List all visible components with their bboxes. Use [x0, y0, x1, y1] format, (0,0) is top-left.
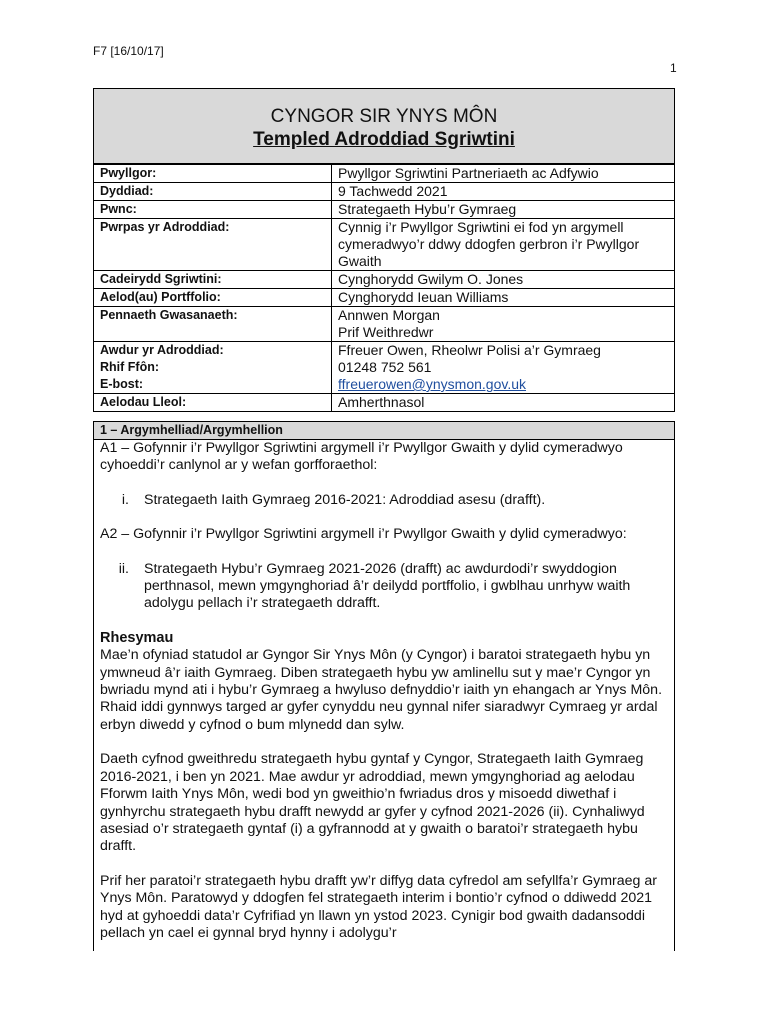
table-row — [94, 394, 675, 412]
council-name: CYNGOR SIR YNYS MÔN — [270, 106, 498, 127]
email-link[interactable]: ffreuerowen@ynysmon.gov.uk — [338, 376, 527, 392]
report-details-table — [93, 164, 675, 412]
phone-label: Rhif Ffôn: — [100, 360, 160, 374]
recommendations-heading: 1 – Argymhelliad/Argymhellion — [94, 422, 674, 440]
report-template-title: Templed Adroddiad Sgriwtini — [253, 129, 515, 150]
table-row — [94, 201, 675, 219]
author-contact-labels — [94, 342, 332, 394]
table-row — [94, 183, 675, 201]
table-row — [94, 307, 675, 342]
scrutiny-chair-label: Cadeirydd Sgriwtini: — [94, 271, 332, 289]
local-members-value: Amherthnasol — [332, 394, 675, 412]
reasons-paragraph-2: Daeth cyfnod gweithredu strategaeth hybu gyntaf y Cyngor, Strategaeth Iaith Gymraeg 2016-2021, i ben yn 2021. Mae awdur yr adroddiad, mewn ymgynghoriad ag aelodau Fforwm Iaith Ynys Môn, wedi bod yn gweithio’n fwriadus dros y misoedd diwethaf i gynhyrchu strategaeth hybu drafft newydd ar gyfer y cyfnod 2021-2026 (ii). Cynhaliwyd asesiad o’r strategaeth gyntaf (i) a gyfrannodd at y gwaith o baratoi’r strategaeth hybu drafft. — [100, 751, 645, 855]
a1-intro: A1 – Gofynnir i’r Pwyllgor Sgriwtini argymell i’r Pwyllgor Gwaith y dylid cymeradwyo cyhoeddi’r canlynol ar y wefan gorfforaethol: — [100, 440, 623, 474]
author-value: Ffreuer Owen, Rheolwr Polisi a’r Gymraeg — [338, 342, 601, 358]
page-number: 1 — [670, 61, 677, 75]
document-reference: F7 [16/10/17] — [93, 44, 164, 58]
head-of-service-name: Annwen Morgan — [338, 307, 440, 323]
list-item — [100, 561, 668, 613]
table-row — [94, 271, 675, 289]
author-label: Awdur yr Adroddiad: — [100, 343, 224, 357]
head-of-service-label: Pennaeth Gwasanaeth: — [94, 307, 332, 342]
list-item — [100, 492, 668, 509]
purpose-label: Pwrpas yr Adroddiad: — [94, 219, 332, 271]
item-i-text: Strategaeth Iaith Gymraeg 2016-2021: Adroddiad asesu (drafft). — [144, 491, 546, 508]
phone-value: 01248 752 561 — [338, 359, 432, 375]
purpose-value: Cynnig i’r Pwyllgor Sgriwtini ei fod yn argymell cymeradwyo’r ddwy ddogfen gerbron i’r Pwyllgor Gwaith — [332, 219, 675, 271]
portfolio-member-label: Aelod(au) Portffolio: — [94, 289, 332, 307]
recommendations-body — [94, 440, 674, 942]
reasons-paragraph-1: Mae’n ofyniad statudol ar Gyngor Sir Ynys Môn (y Cyngor) i baratoi strategaeth hybu yn ymwneud â’r iaith Gymraeg. Diben strategaeth hybu yw amlinellu sut y mae’r Cyngor yn bwriadu mynd ati i hybu’r Gymraeg a hwyluso defnyddio’r iaith yn ehangach ar Ynys Môn. Rhaid iddi gynnwys targed ar gyfer cynyddu neu gynnal nifer siaradwyr Cymraeg yr ardal erbyn diwedd y cyfnod o bum mlynedd dan sylw. — [100, 647, 663, 733]
date-label: Dyddiad: — [94, 183, 332, 201]
a2-intro: A2 – Gofynnir i’r Pwyllgor Sgriwtini argymell i’r Pwyllgor Gwaith y dylid cymeradwyo: — [100, 526, 627, 543]
committee-value: Pwyllgor Sgriwtini Partneriaeth ac Adfywio — [332, 165, 675, 183]
portfolio-member-value: Cynghorydd Ieuan Williams — [332, 289, 675, 307]
subject-label: Pwnc: — [94, 201, 332, 219]
table-row — [94, 289, 675, 307]
reasons-heading: Rhesymau — [100, 629, 174, 646]
table-row — [94, 219, 675, 271]
item-i-number: i. — [121, 491, 129, 508]
table-row — [94, 342, 675, 394]
head-of-service-value — [332, 307, 675, 342]
item-ii-number: ii. — [118, 560, 129, 577]
committee-label: Pwyllgor: — [94, 165, 332, 183]
email-label: E-bost: — [100, 377, 144, 391]
recommendations-section — [93, 421, 675, 951]
title-box — [93, 88, 675, 164]
subject-value: Strategaeth Hybu’r Gymraeg — [332, 201, 675, 219]
scrutiny-chair-value: Cynghorydd Gwilym O. Jones — [332, 271, 675, 289]
local-members-label: Aelodau Lleol: — [94, 394, 332, 412]
item-ii-text: Strategaeth Hybu’r Gymraeg 2021-2026 (drafft) ac awdurdodi’r swyddogion perthnasol, mewn ymgynghoriad â’r deilydd portffolio, i gwblhau unrhyw waith adolygu pellach i’r strategaeth ddrafft. — [144, 560, 631, 612]
author-contact-values — [332, 342, 675, 394]
reasons-paragraph-3: Prif her paratoi’r strategaeth hybu drafft yw’r diffyg data cyfredol am sefyllfa’r Gymraeg ar Ynys Môn. Paratowyd y ddogfen fel strategaeth interim i bontio’r cyfnod o ddiwedd 2021 hyd at gyhoeddi data’r Cyfrifiad yn llawn yn ystod 2023. Cynigir bod gwaith dadansoddi pellach yn cael ei gynnal bryd hynny i adolygu’r — [100, 872, 657, 941]
head-of-service-role: Prif Weithredwr — [338, 324, 434, 340]
table-row — [94, 165, 675, 183]
date-value: 9 Tachwedd 2021 — [332, 183, 675, 201]
